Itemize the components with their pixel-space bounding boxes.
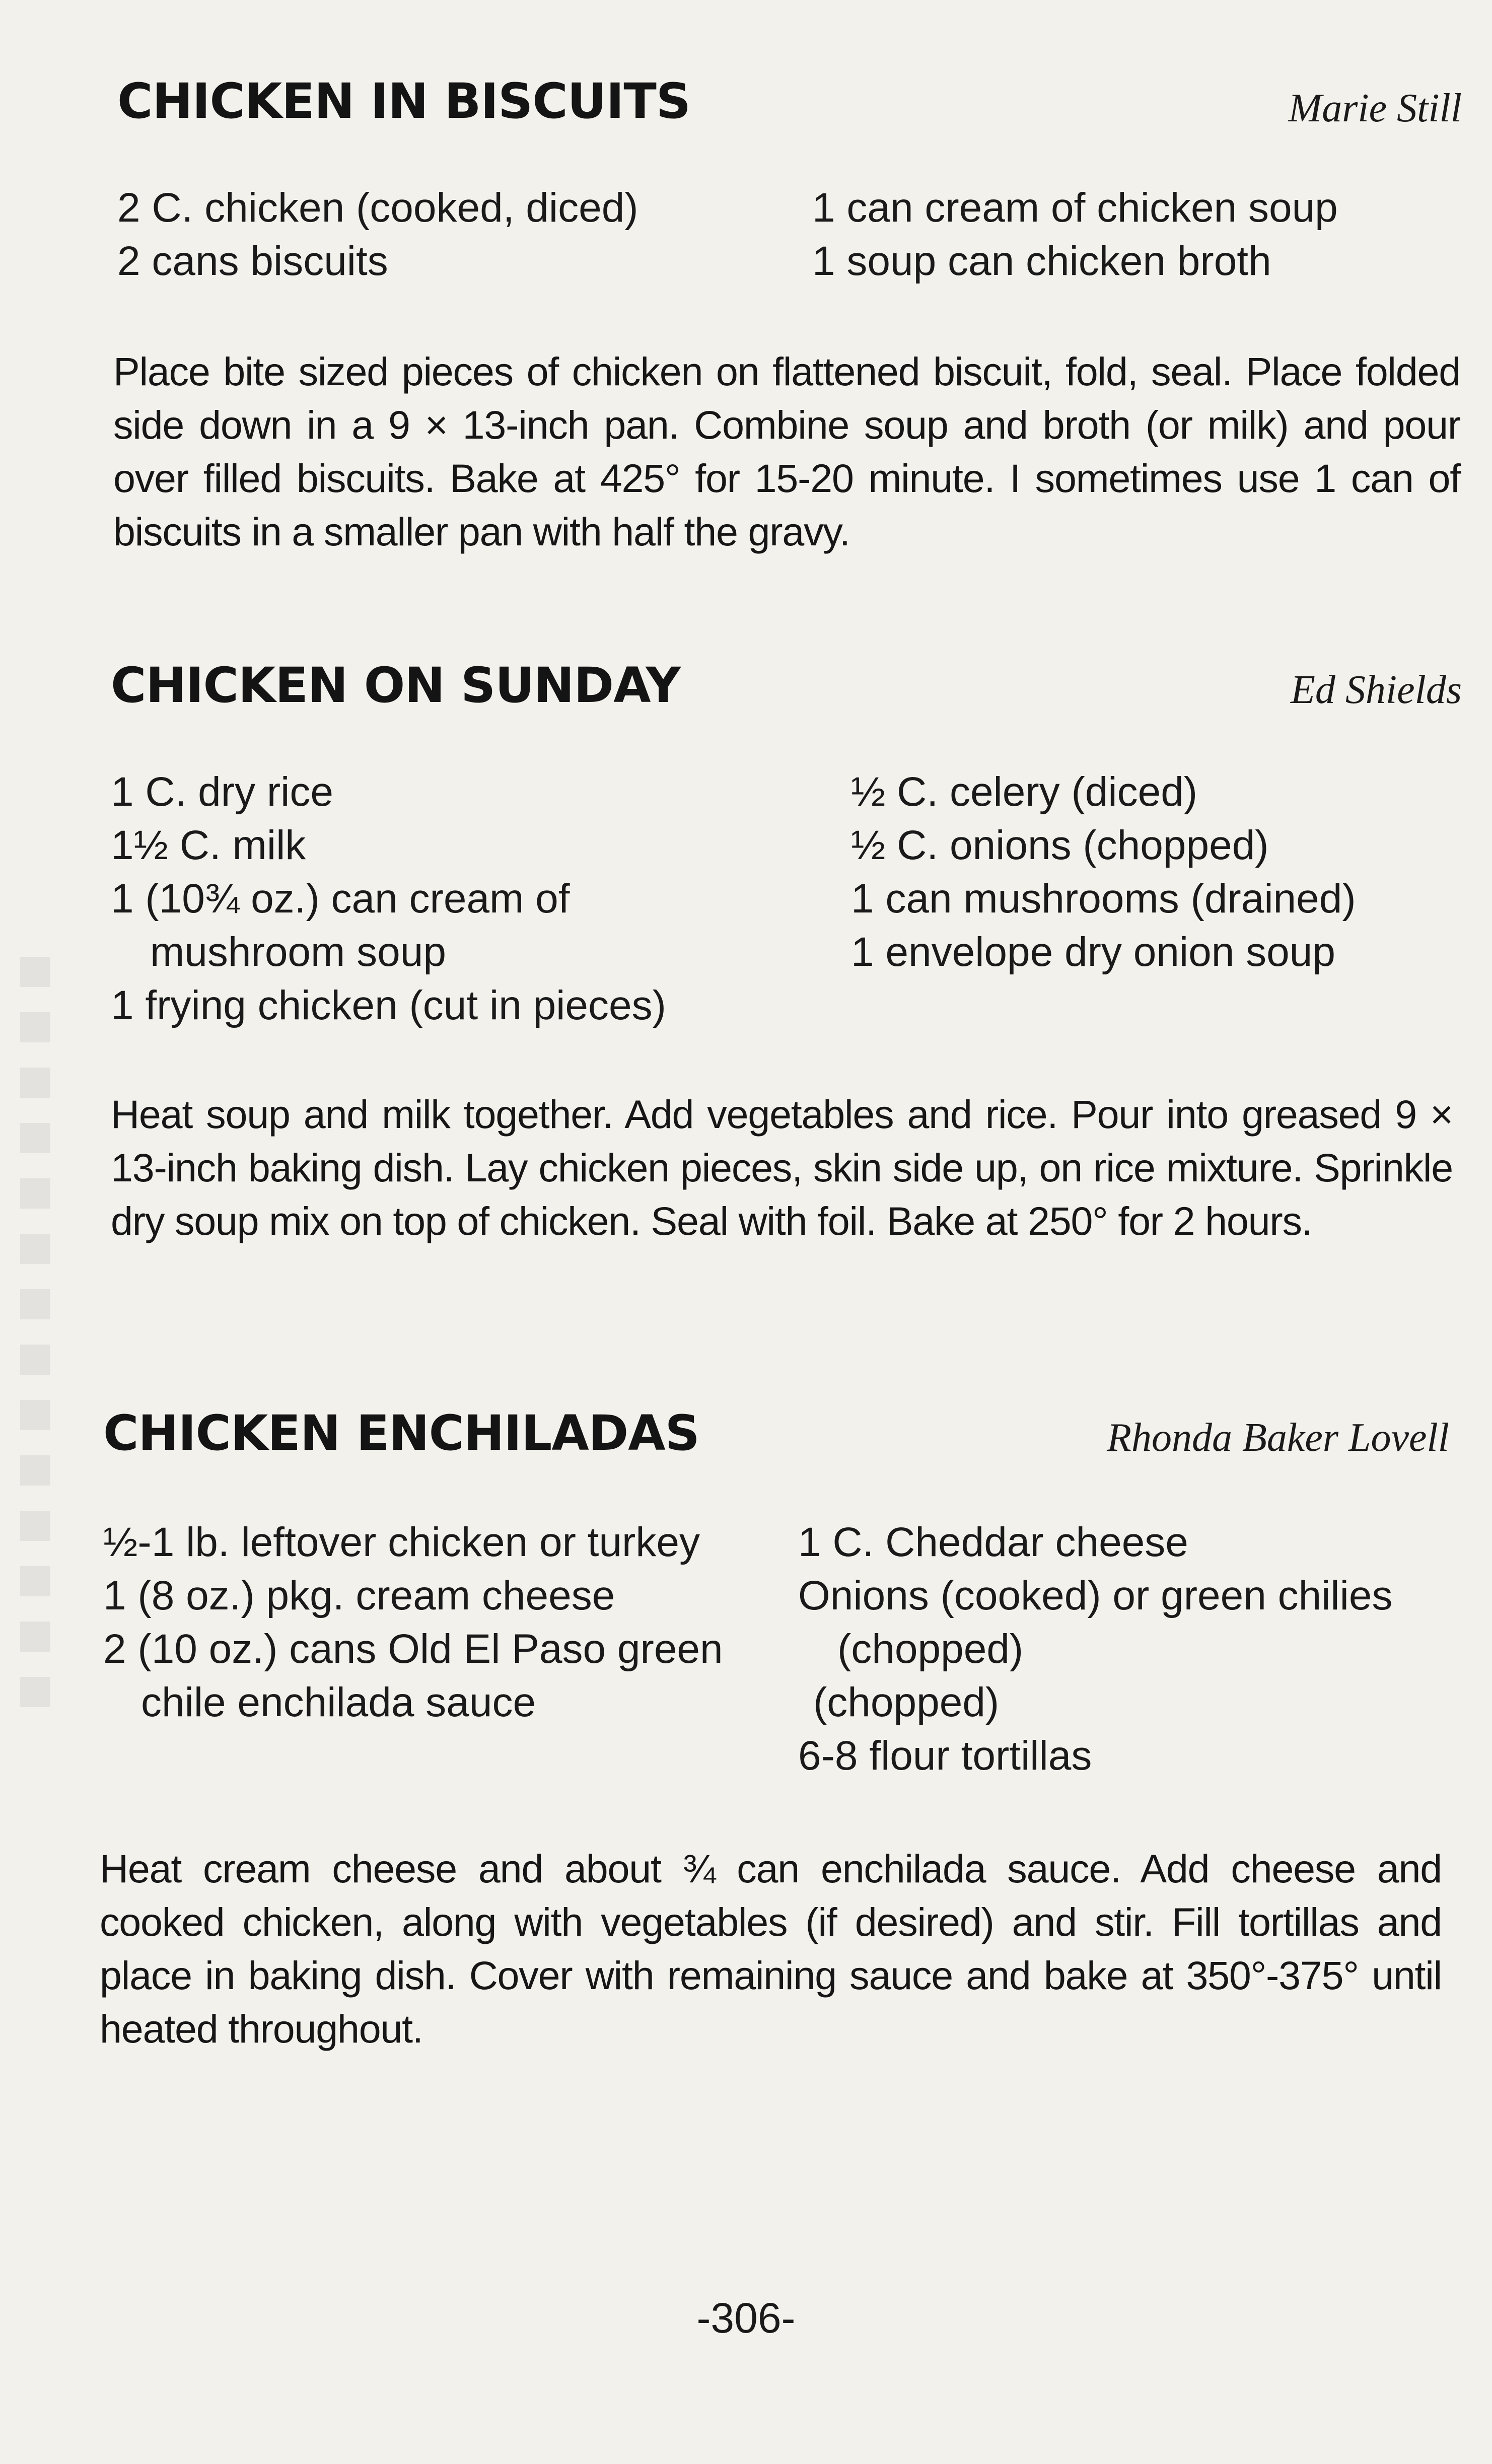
ingredients-right	[798, 1516, 1392, 1783]
page-number: -306-	[696, 2294, 796, 2342]
ingredient: 1 envelope dry onion soup	[851, 929, 1335, 975]
ingredient: 1 C. dry rice	[111, 769, 333, 815]
ingredient: 1 frying chicken (cut in pieces)	[111, 982, 666, 1028]
ingredient: 6-8 flour tortillas	[798, 1733, 1092, 1779]
ingredient: chile enchilada sauce	[141, 1679, 536, 1725]
ingredient: 2 (10 oz.) cans Old El Paso green	[103, 1626, 723, 1672]
ingredient: Onions (cooked) or green chilies	[798, 1573, 1393, 1618]
ingredients-left	[111, 765, 666, 1032]
recipe-directions: Place bite sized pieces of chicken on flattened biscuit, fold, seal. Place folded side down in a 9 × 13-inch pan. Combine soup and broth (or milk) and pour over filled biscuits. Bake at 425° for 15-20 minute. I sometimes use 1 can of biscuits in a smaller pan with half the gravy.	[113, 349, 1460, 554]
ingredient: 1 can cream of chicken soup	[812, 185, 1338, 231]
recipe-title: CHICKEN ENCHILADAS	[103, 1405, 699, 1461]
recipe-author: Marie Still	[1288, 86, 1462, 130]
ingredient: 1 C. Cheddar cheese	[798, 1519, 1188, 1565]
bleed-through-marks	[20, 957, 50, 1712]
ingredient: (chopped)	[813, 1679, 1000, 1725]
ingredient: 1 can mushrooms (drained)	[851, 876, 1356, 922]
recipe-directions: Heat soup and milk together. Add vegetables and rice. Pour into greased 9 × 13-inch baking dish. Lay chicken pieces, skin side up, on rice mixture. Sprinkle dry soup mix on top of chicken. Seal with foil. Bake at 250° for 2 hours.	[111, 1092, 1453, 1243]
ingredient: 2 C. chicken (cooked, diced)	[117, 185, 638, 231]
recipe-title: CHICKEN ON SUNDAY	[111, 657, 680, 714]
ingredient: mushroom soup	[150, 929, 446, 975]
ingredients-left	[117, 181, 638, 288]
ingredient: ½-1 lb. leftover chicken or turkey	[103, 1519, 700, 1565]
ingredient: ½ C. onions (chopped)	[851, 822, 1269, 868]
ingredients-right	[851, 765, 1356, 979]
recipe-directions: Heat cream cheese and about ¾ can enchilada sauce. Add cheese and cooked chicken, along with vegetables (if desired) and stir. Fill tortillas and place in baking dish. Cover with remaining sauce and bake at 350°-375° until heated throughout.	[100, 1846, 1442, 2051]
ingredients-left	[103, 1516, 723, 1729]
ingredient: 1 (8 oz.) pkg. cream cheese	[103, 1573, 615, 1618]
recipe-author: Ed Shields	[1291, 668, 1462, 712]
ingredient: 1 (10¾ oz.) can cream of	[111, 876, 570, 922]
recipe-title: CHICKEN IN BISCUITS	[117, 73, 690, 129]
ingredient: 1 soup can chicken broth	[812, 238, 1271, 284]
ingredient: ½ C. celery (diced)	[851, 769, 1198, 815]
ingredients-right	[812, 181, 1338, 288]
recipe-author: Rhonda Baker Lovell	[1107, 1416, 1449, 1460]
ingredient: 2 cans biscuits	[117, 238, 388, 284]
ingredient: 1½ C. milk	[111, 822, 306, 868]
ingredient: (chopped)	[837, 1626, 1024, 1672]
